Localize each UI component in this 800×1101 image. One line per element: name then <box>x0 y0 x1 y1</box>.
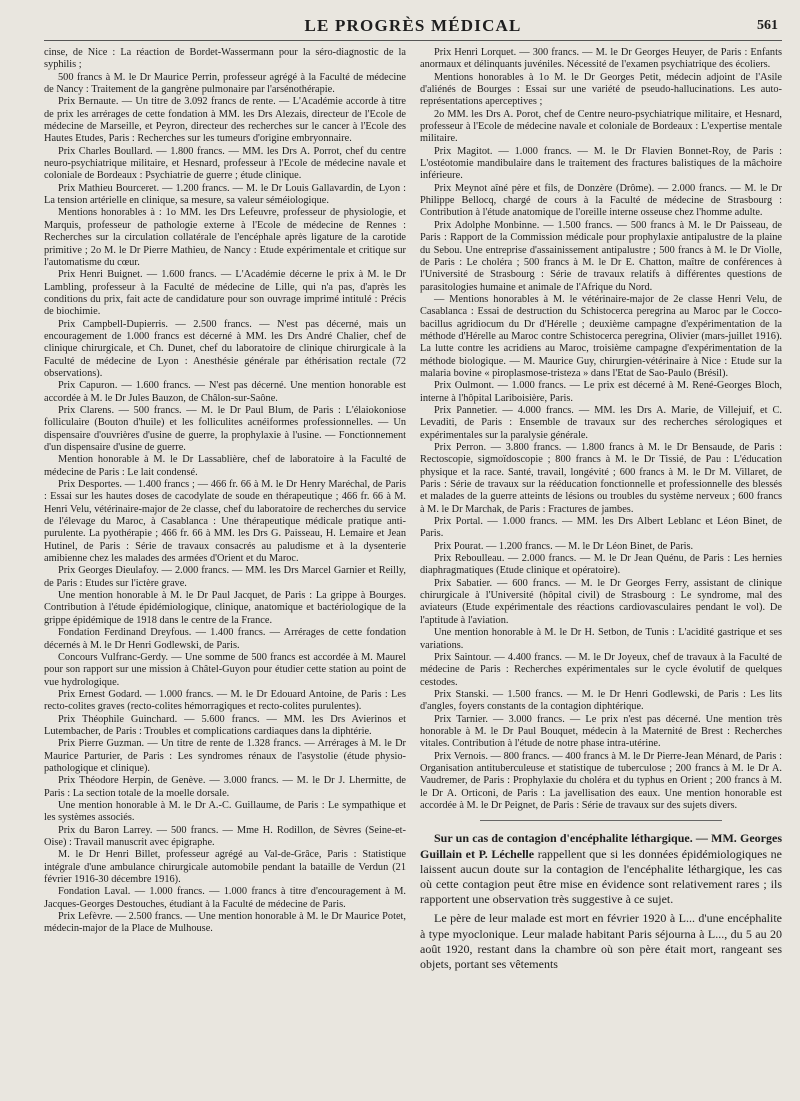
prize-entry: Prix Lefèvre. — 2.500 francs. — Une mention honorable à M. le Dr Maurice Potet, médecin-major de la Place de Mulhouse. <box>44 911 406 935</box>
prize-entry: Prix Bernaute. — Un titre de 3.092 francs de rente. — L'Académie accorde à titre de prix les arrérages de cette fondation à MM. les Drs Alezais, directeur de l'Ecole de médecine de Marseille, et Peyron, directeur des recherches sur le cancer à l'Ecole des Hautes Etudes, Paris : Recherches sur les tumeurs d'origine embryonnaire. <box>44 96 406 145</box>
prize-entry: Prix Théophile Guinchard. — 5.600 francs. — MM. les Drs Avierinos et Lutembacher, de Paris : Troubles et complications cardiaques dans la diphtérie. <box>44 713 406 737</box>
prize-entry: cinse, de Nice : La réaction de Bordet-Wassermann pour la séro-diagnostic de la syphilis ; <box>44 47 406 71</box>
prize-entry: Une mention honorable à M. le Dr Paul Jacquet, de Paris : La grippe à Bourges. Contribution à l'étude épidémiologique, clinique, anatomique et bactériologique de la grippe épidémique de 1918 dans le centre de la France. <box>44 590 406 626</box>
left-column <box>44 47 406 1099</box>
prize-entry: Prix Portal. — 1.000 francs. — MM. les Drs Albert Leblanc et Léon Binet, de Paris. <box>420 516 782 540</box>
prize-entry: Mentions honorables à : 1o MM. les Drs Lefeuvre, professeur de physiologie, et Marquis, professeur de pathologie externe à l'Ecole de médecine de Rennes : Recherches sur la circulation collatérale de l'encéphale après ligature de la carotide primitive ; 2o M. le Dr Pierre Mathieu, de Nancy : Etude expérimentale et critique sur l'automatisme du cœur. <box>44 207 406 268</box>
prize-entry: Prix Sabatier. — 600 francs. — M. le Dr Georges Ferry, assistant de clinique chirurgicale à l'Université (hôpital civil) de Strasbourg : Le syndrome, mal des aviateurs (Etude expérimentale des réactions cardiovasculaires pendant le vol). De l'aptitude à l'aviation. <box>420 577 782 626</box>
prize-entry: Prix Desportes. — 1.400 francs ; — 466 fr. 66 à M. le Dr Henry Maréchal, de Paris : Essai sur les hautes doses de cacodylate de soude en thérapeutique ; 466 fr. 66 à M. Henri Velu, vétérinaire-major de 2e classe, chef du laboratoire de recherches du service de l'élevage du Maroc, à Casablanca : Une thérapeutique médicale pratique anti-purulente. La pyothérapie ; 466 fr. 66 à MM. les Drs G. Paisseau, H. Lemaire et Jean Hutinel, de Paris : Série de travaux consacrés au paludisme et à la dysenterie amibienne chez les malades des armées d'Orient et du Maroc. <box>44 479 406 565</box>
right-column-entries <box>420 47 782 812</box>
article-paragraph-1: rappellent que si les données épidémiologiques ne laissent aucun doute sur la contagion de l'encéphalite léthargique, les cas où cette contagion peut être mise en évidence sont relativement rares ; ils rapportent une observation très suggestive à ce sujet. <box>420 846 782 907</box>
prize-entry: Prix Charles Boullard. — 1.800 francs. — MM. les Drs A. Porrot, chef du centre neuro-psychiatrique militaire, et Hesnard, professeur à l'Ecole de médecine navale et coloniale de Bordeaux : Psychiatrie de guerre ; étude clinique. <box>44 145 406 182</box>
journal-title: LE PROGRÈS MÉDICAL <box>304 16 522 35</box>
prize-entry: Mentions honorables à 1o M. le Dr Georges Petit, médecin adjoint de l'Asile d'aliénés de Bourges : Essai sur une variété de pseudo-hallucinations. Les auto-représentations aperceptives ; <box>420 71 782 108</box>
prize-entry: Prix Pannetier. — 4.000 francs. — MM. les Drs A. Marie, de Villejuif, et C. Levaditi, de Paris : Ensemble de travaux sur des recherches sérologiques et expérimentales sur la paralysie générale. <box>420 404 782 441</box>
running-header <box>44 14 782 41</box>
prize-entry: Prix Henri Lorquet. — 300 francs. — M. le Dr Georges Heuyer, de Paris : Enfants anormaux et délinquants juvéniles. Nécessité de l'examen psychiatrique des écoliers. <box>420 47 782 71</box>
prize-entry: Prix Tarnier. — 3.000 francs. — Le prix n'est pas décerné. Une mention très honorable à M. le Dr Paul Bouquet, médecin à la Maternité de Brest : Recherches vitales. Contribution à l'étude de notre phase intra-utérine. <box>420 713 782 750</box>
prize-entry: Prix Mathieu Bourceret. — 1.200 francs. — M. le Dr Louis Gallavardin, de Lyon : La tension artérielle en clinique, sa mesure, sa valeur séméiologique. <box>44 182 406 207</box>
prize-entry: Prix Théodore Herpin, de Genève. — 3.000 francs. — M. le Dr J. Lhermitte, de Paris : La section totale de la moelle dorsale. <box>44 775 406 799</box>
prize-entry: Mention honorable à M. le Dr Lassablière, chef de laboratoire à la Faculté de médecine de Paris : Le lait condensé. <box>44 454 406 478</box>
text-columns <box>44 47 782 1099</box>
prize-entry: M. le Dr Henri Billet, professeur agrégé au Val-de-Grâce, Paris : Statistique intégrale d'une ambulance chirurgicale automobile pendant la bataille de Verdun (21 février 1916-30 décembre 1916). <box>44 849 406 886</box>
prize-entry: — Mentions honorables à M. le vétérinaire-major de 2e classe Henri Velu, de Casablanca : Essai de destruction du Schistocerca peregrina au Maroc par le Cocco-bacillus agridiocum du Dr d'Hérelle ; deuxième campagne d'expérimentation de la méthode d'Hérelle au Maroc contre Schistocerca peregrina, Olivier (mars-juillet 1916). La lutte contre les acridiens au Maroc, troisième campagne d'expérimentation de la méthode biologique. — M. Maurice Guy, chirurgien-vétérinaire à Nice : Etude sur la malaria bovine « piroplasmose-tristeza » dans l'Etat de Sao-Paulo (Brésil). <box>420 293 782 379</box>
prize-entry: Prix Clarens. — 500 francs. — M. le Dr Paul Blum, de Paris : L'élaiokoniose folliculaire (Bouton d'huile) et les folliculites acnéiformes professionnelles. — Un dispensaire d'ouvrières d'usine de guerre, la prophylaxie à l'usine. — Fonctionnement d'un dispensaire d'usine de guerre. <box>44 404 406 453</box>
prize-entry: 2o MM. les Drs A. Porot, chef de Centre neuro-psychiatrique militaire, et Hesnard, professeur à l'Ecole de médecine navale et coloniale de Bordeaux : L'expertise mentale militaire. <box>420 108 782 145</box>
prize-entry: Prix Saintour. — 4.400 francs. — M. le Dr Joyeux, chef de travaux à la Faculté de médecine de Paris : Recherches expérimentales sur le cycle évolutif de quelques cestodes. <box>420 651 782 688</box>
page-number: 561 <box>757 18 778 33</box>
section-divider <box>480 820 722 821</box>
prize-entry: Prix Capuron. — 1.600 francs. — N'est pas décerné. Une mention honorable est accordée à M. le Dr Jules Bauzon, de Châlon-sur-Saône. <box>44 380 406 404</box>
prize-entry: Une mention honorable à M. le Dr H. Setbon, de Tunis : L'acidité gastrique et ses variations. <box>420 627 782 651</box>
article-paragraph-2: Le père de leur malade est mort en février 1920 à L... d'une encéphalite à type myoclonique. Leur malade habitant Paris séjourna à L..., du 5 au 20 août 1920, restant dans la chambre où son père était mort, rangeant ses objets, portant ses vêtements <box>420 911 782 971</box>
prize-entry: Une mention honorable à M. le Dr A.-C. Guillaume, de Paris : Le sympathique et les systèmes associés. <box>44 799 406 824</box>
prize-entry: Prix Stanski. — 1.500 francs. — M. le Dr Henri Godlewski, de Paris : Les lits d'angles, foyers constants de la contagion diphtérique. <box>420 688 782 713</box>
prize-entry: 500 francs à M. le Dr Maurice Perrin, professeur agrégé à la Faculté de médecine de Nancy : Traitement de la gangrène pulmonaire par l'arsénothérapie. <box>44 71 406 96</box>
prize-entry: Concours Vulfranc-Gerdy. — Une somme de 500 francs est accordée à M. Maurel pour son rapport sur une mission à Châtel-Guyon pour étudier cette station au point de vue hydrologique. <box>44 651 406 688</box>
prize-entry: Prix Adolphe Monbinne. — 1.500 francs. — 500 francs à M. le Dr Paisseau, de Paris : Rapport de la Commission médicale pour prophylaxie antipalustre de la plaine du Sebou. Une entreprise d'assainissement antipalustre ; 500 francs à M. le Dr Violle, de Paris : Le choléra ; 500 francs à M. le Dr E. Chatton, maître de conférences à l'Université de Strasbourg : Série de travaux relatifs à différentes questions de parasitologies humaine et animale de l'Afrique du Nord. <box>420 219 782 293</box>
right-column <box>420 47 782 1099</box>
prize-entry: Prix Meynot aîné père et fils, de Donzère (Drôme). — 2.000 francs. — M. le Dr Philippe Bellocq, chargé de cours à la Faculté de médecine de Strasbourg : Contribution à l'étude anatomique de l'oreille interne osseuse chez l'homme adulte. <box>420 182 782 219</box>
prize-entry: Prix Magitot. — 1.000 francs. — M. le Dr Flavien Bonnet-Roy, de Paris : L'ostéotomie mandibulaire dans le traitement des fractures balistiques de la mâchoire inférieure. <box>420 145 782 182</box>
prize-entry: Prix Pierre Guzman. — Un titre de rente de 1.328 francs. — Arrérages à M. le Dr Maurice Parturier, de Paris : Les syndromes rénaux de l'asystolie (étude physio-pathologique et clinique). <box>44 738 406 774</box>
prize-entry: Prix Campbell-Dupierris. — 2.500 francs. — N'est pas décerné, mais un encouragement de 1.000 francs est décerné à MM. les Drs André Chalier, chef de clinique chirurgicale, et Ch. Dunet, chef du laboratoire de clinique chirurgicale à la Faculté de médecine de Lyon : Anesthésie générale par éthérisation rectale (72 observations). <box>44 318 406 379</box>
prize-entry: Prix Reboulleau. — 2.000 francs. — M. le Dr Jean Quénu, de Paris : Les hernies diaphragmatiques (Etude clinique et opératoire). <box>420 553 782 577</box>
prize-entry: Prix du Baron Larrey. — 500 francs. — Mme H. Rodillon, de Sèvres (Seine-et-Oise) : Travail manuscrit avec épigraphe. <box>44 824 406 848</box>
prize-entry: Fondation Ferdinand Dreyfous. — 1.400 francs. — Arrérages de cette fondation décernés à M. le Dr Henri Godlewski, de Paris. <box>44 627 406 651</box>
prize-entry: Prix Vernois. — 800 francs. — 400 francs à M. le Dr Pierre-Jean Ménard, de Paris : Organisation antituberculeuse et statistique de tuberculose ; 200 francs à M. le Dr A. Vaudremer, de Paris : Prophylaxie du choléra et du typhus en Orient ; 200 francs à M. le Dr A. Orticoni, de Paris : La javellisation des eaux. Une mention honorable est accordée à M. le Dr Peignet, de Paris : Série de travaux sur des sujets divers. <box>420 750 782 811</box>
prize-entry: Fondation Laval. — 1.000 francs. — 1.000 francs à titre d'encouragement à M. Jacques-Georges Destouches, étudiant à la Faculté de médecine de Paris. <box>44 886 406 910</box>
prize-entry: Prix Perron. — 3.800 francs. — 1.800 francs à M. le Dr Bensaude, de Paris : Rectoscopie, sigmoïdoscopie ; 800 francs à M. le Dr Tissié, de Pau : L'éducation physique et la race. Santé, travail, longévité ; 600 francs à M. le Dr M. Villaret, de Paris : Série de travaux sur la rééducation fonctionnelle et professionnelle des blessés et malades de la guerre atteints de lésions ou troubles du système nerveux ; 600 francs à M. le Dr Marchak, de Paris : Fractures de jambes. <box>420 442 782 515</box>
prize-entry: Prix Oulmont. — 1.000 francs. — Le prix est décerné à M. René-Georges Bloch, interne à l'hôpital Lariboisière, Paris. <box>420 380 782 404</box>
prize-entry: Prix Pourat. — 1.200 francs. — M. le Dr Léon Binet, de Paris. <box>434 540 694 552</box>
article-first-paragraph <box>420 831 782 907</box>
prize-entry: Prix Ernest Godard. — 1.000 francs. — M. le Dr Edouard Antoine, de Paris : Les recto-colites graves (recto-colites hémorragiques et recto-colites purulentes). <box>44 688 406 713</box>
prize-entry: Prix Georges Dieulafoy. — 2.000 francs. — MM. les Drs Marcel Garnier et Reilly, de Paris : Etudes sur l'ictère grave. <box>44 565 406 589</box>
article-heading: Sur un cas de contagion d'encéphalite léthargique. — MM. Georges Guillain et P. Léchelle <box>420 831 782 861</box>
prize-entry: Prix Henri Buignet. — 1.600 francs. — L'Académie décerne le prix à M. le Dr Lambling, professeur à la Faculté de médecine de Lille, qui n'a pas, d'après les conditions du prix, fait acte de candidature pour son ouvrage imprimé intitulé : Précis de biochimie. <box>44 269 406 318</box>
